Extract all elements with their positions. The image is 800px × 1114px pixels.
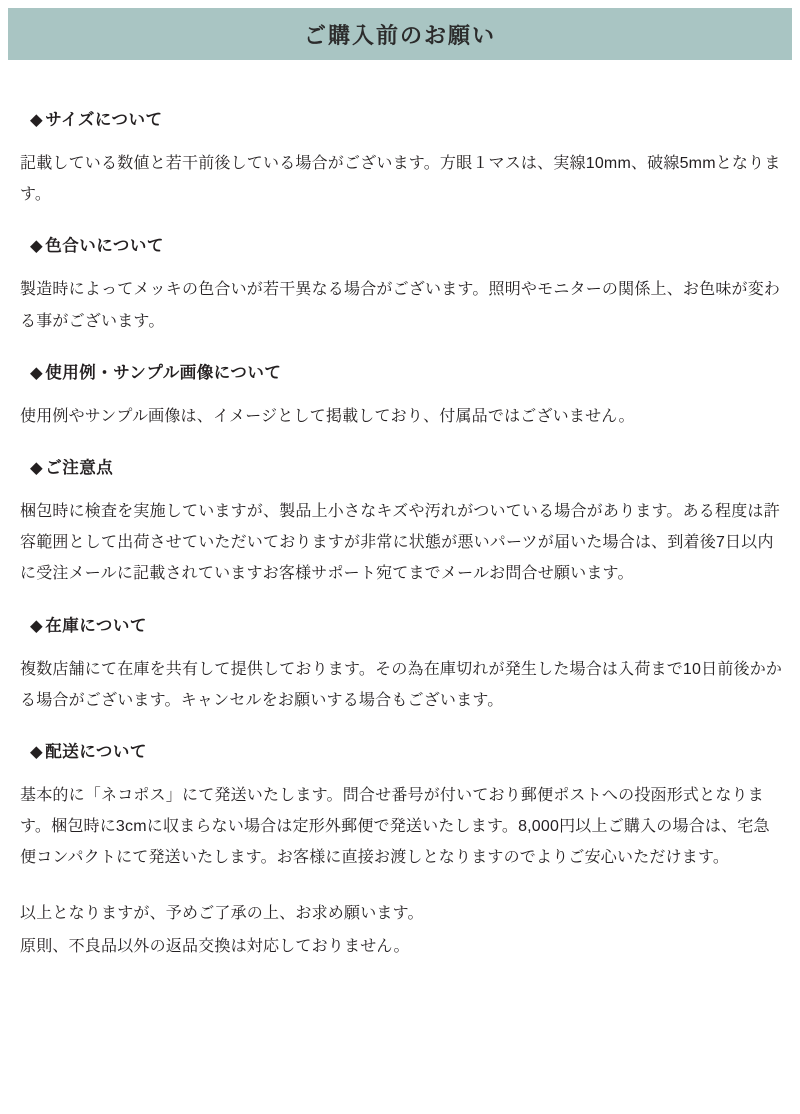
diamond-bullet-icon: ◆ [30,237,44,256]
diamond-bullet-icon: ◆ [30,363,44,382]
section-heading-sample-images [30,359,784,383]
section-body-sample-images: 使用例やサンプル画像は、イメージとして掲載しており、付属品ではございません。 [20,407,635,425]
section-heading-text: 配送について [45,742,147,761]
section-body-cautions: 梱包時に検査を実施していますが、製品上小さなキズや汚れがついている場合があります。ある程度は許容範囲として出荷させていただいておりますが非常に状態が悪いパーツが届いた場合は、到着後7日以内に受注メールに記載されていますお客様サポート宛てまでメールお問合せ願います。 [20,502,780,583]
section-body-shipping: 基本的に「ネコポス」にて発送いたします。問合せ番号が付いており郵便ポストへの投函形式となります。梱包時に3cmに収まらない場合は定形外郵便で発送いたします。8,000円以上ご購入の場合は、宅急便コンパクトにて発送いたします。お客様に直接お渡しとなりますのでよりご安心いただけます。 [20,786,770,867]
page-header-band [8,8,792,60]
notice-page [0,8,800,1114]
section-body-stock: 複数店舗にて在庫を共有して提供しております。その為在庫切れが発生した場合は入荷まで10日前後かかる場合がございます。キャンセルをお願いする場合もございます。 [20,660,783,709]
section-heading-size [30,106,784,130]
diamond-bullet-icon: ◆ [30,458,44,477]
diamond-bullet-icon: ◆ [30,742,44,761]
closing-line-2: 原則、不良品以外の返品交換は対応しておりません。 [20,937,410,955]
section-heading-text: 使用例・サンプル画像について [45,363,282,382]
section-sample-images [16,359,784,432]
section-size [16,106,784,210]
section-heading-stock [30,612,784,636]
closing-note [16,899,784,962]
section-heading-text: ご注意点 [45,458,114,477]
section-heading-text: 在庫について [45,616,147,635]
page-title: ご購入前のお願い [303,22,496,48]
section-body-size: 記載している数値と若干前後している場合がございます。方眼１マスは、実線10mm、破線5mmとなります。 [20,155,781,204]
section-heading-color [30,232,784,256]
section-heading-cautions [30,454,784,478]
section-body-color: 製造時によってメッキの色合いが若干異なる場合がございます。照明やモニターの関係上、お色味が変わる事がございます。 [20,281,781,330]
section-heading-shipping [30,738,784,762]
notice-content [0,60,800,962]
section-heading-text: サイズについて [45,111,163,129]
diamond-bullet-icon: ◆ [30,111,44,129]
section-cautions [16,454,784,590]
section-color [16,232,784,336]
section-heading-text: 色合いについて [45,237,164,256]
diamond-bullet-icon: ◆ [30,616,44,635]
section-stock [16,612,784,716]
closing-line-1: 以上となりますが、予めご了承の上、お求め願います。 [20,905,424,923]
section-shipping [16,738,784,874]
